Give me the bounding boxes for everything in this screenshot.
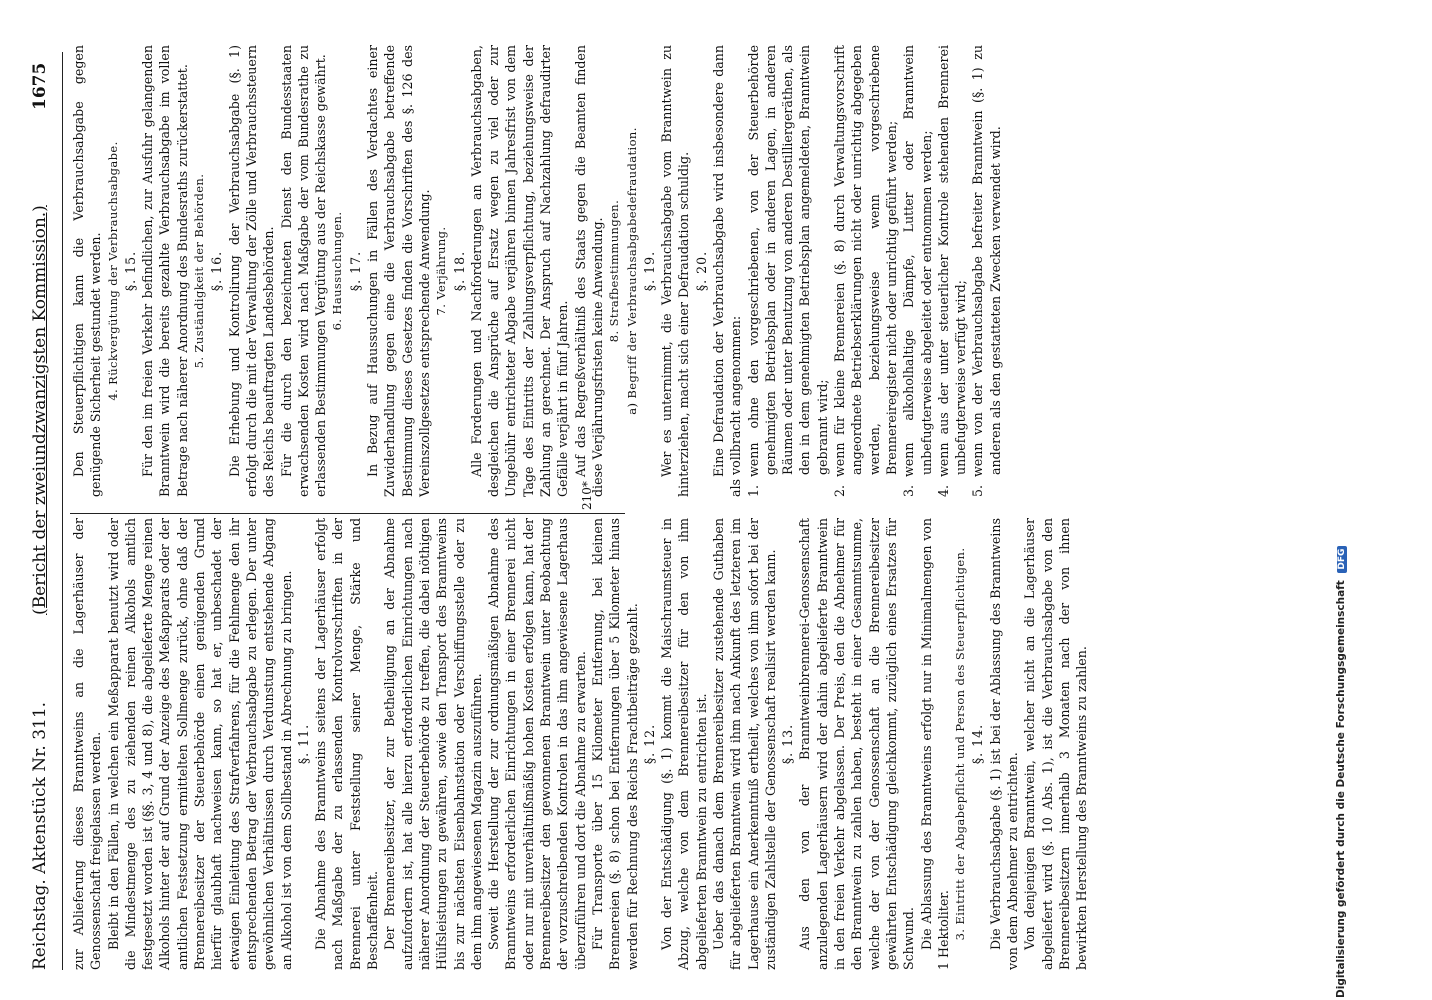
paragraph: Eine Defraudation der Verbrauchsabgabe wird insbesondere dann als vollbracht angenommen: (710, 45, 744, 497)
section-number: §. 18. (451, 250, 467, 292)
list-item-number: 1. (745, 484, 761, 497)
paragraph: In Bezug auf Haussuchungen in Fällen des Verdachtes einer Zuwiderhandlung gegen eine die Verbrauchsabgabe betreffende Bestimmung dieses Gesetzes finden die Vorschriften des §. 126 des Vereinszollgesetzes entsprechende Anwendung. (365, 45, 432, 497)
section-number: §. 14. (970, 723, 986, 765)
paragraph: Von der Entschädigung (§. 1) kommt die Maischraumsteuer in Abzug, welche von dem Brennereibesitzer für den von ihm abgelieferten Branntwein zu entrichten ist. (659, 518, 709, 970)
paragraph: Ueber das danach dem Brennereibesitzer zustehende Guthaben für abgelieferten Branntwein wird ihm nach Ankunft des letzteren im Lagerhause ein Anerkenntniß ertheilt, welches von ihm sofort bei der zuständigen Zahlstelle der Genossenschaft realisirt werden kann. (710, 518, 778, 970)
section-number: §. 16. (209, 250, 225, 292)
section-heading: 7. Verjährung. (434, 226, 449, 316)
paragraph: Bleibt in den Fällen, in welchen ein Meßapparat benutzt wird oder die Mindestmenge des zu ziehenden reinen Alkohols amtlich festgesetzt worden ist (§§. 3, 4 und 8), die abgelieferte Menge reinen Alkohols hinter der auf Grund der Anzeige des Meßapparats oder der amtlichen Festsetzung ermittelten Sollmenge zurück, ohne daß der Brennereibesitzer der Steuerbehörde einen genügenden Grund hierfür glaubhaft nachweisen kann, so hat er, unbeschadet der etwaigen Einleitung des Strafverfahrens, für die Fehlmenge den ihr entsprechenden Betrag der Verbrauchsabgabe zu erlegen. Der unter gewöhnlichen Verhältnissen durch Verdunstung entstehende Abgang an Alkohol ist von dem Sollbestand in Abrechnung zu bringen. (105, 518, 294, 970)
section-heading: 5. Zuständigkeit der Behörden. (192, 173, 207, 369)
paragraph: Von denjenigen Branntwein, welcher nicht an die Lagerhäuser abgeliefert wird (§. 10 Abs. 1), ist die Verbrauchsabgabe von den Brennereibesitzern innerhalb 3 Monaten nach der von ihnen bewirkten Herstellung des Branntweins zu zahlen. (1022, 518, 1090, 970)
section-number: §. 20. (693, 250, 709, 292)
section-heading: 3. Eintritt der Abgabepflicht und Person des Steuerpflichtigen. (953, 547, 968, 941)
list-item-text: wenn für kleine Brennereien (§. 8) durch Verwaltungsvorschrift angeordnete Betriebserklärungen nicht oder unrichtig abgegeben werden, beziehungsweise wenn vorgeschriebene Brennereiregister nicht oder unrichtig geführt werden; (832, 45, 899, 477)
list-item-text: wenn aus der unter steuerlicher Kontrole stehenden Brennerei unbefugterweise verfügt wird; (935, 45, 969, 477)
paragraph: Für den im freien Verkehr befindlichen, zur Ausfuhr gelangenden Branntwein wird die bereits gezahlte Verbrauchsabgabe im vollen Betrage nach näherer Anordnung des Bundesraths zurückerstattet. (140, 45, 190, 497)
paragraph: Die Verbrauchsabgabe (§. 1) ist bei der Ablassung des Branntweins von dem Abnehmer zu entrichten. (987, 518, 1021, 970)
list-item-number: 2. (832, 484, 848, 497)
paragraph: Der Brennereibesitzer, der zur Betheiligung an der Abnahme aufzufordern ist, hat alle hierzu erforderlichen Einrichtungen nach näherer Anordnung der Steuerbehörde zu treffen, die dabei nöthigen Hülfsleistungen zu gewähren, sowie den Transport des Branntweins bis zur nächsten Eisenbahnstation oder Verschiffungsstelle oder zu dem ihm angewiesenen Magazin auszuführen. (382, 518, 484, 970)
list-item (745, 45, 831, 497)
list-item (935, 45, 970, 497)
signature-mark: 210* (580, 481, 594, 510)
paragraph: Wer es unternimmt, die Verbrauchsabgabe vom Branntwein zu hinterziehen, macht sich einer Defraudation schuldig. (659, 45, 692, 497)
list-item (969, 45, 1004, 497)
paragraph: Für Transporte über 15 Kilometer Entfernung, bei kleinen Brennereien (§. 8) schon bei Entfernungen über 5 Kilometer hinaus werden für Rechnung des Reichs Frachtbeiträge gezahlt. (589, 518, 640, 970)
section-heading: 4. Rückvergütung der Verbrauchsabgabe. (105, 141, 120, 401)
section-heading: 6. Haussuchungen. (330, 211, 345, 331)
list-item-number: 5. (970, 484, 986, 497)
section-number: §. 13. (780, 723, 796, 765)
page-number: 1675 (30, 62, 50, 110)
digitization-note (1335, 546, 1347, 998)
section-heading: a) Begriff der Verbrauchsabgabedefraudation. (624, 127, 639, 415)
section-number: §. 17. (347, 250, 363, 292)
section-heading: 8. Strafbestimmungen. (607, 199, 622, 343)
header-title: Reichstag. Aktenstück Nr. 311. (30, 701, 50, 970)
list-item-number: 4. (935, 484, 951, 497)
running-header (30, 62, 56, 970)
section-number: §. 15. (122, 250, 138, 292)
text-column-left (70, 518, 1090, 970)
paragraph: Soweit die Herstellung der zur ordnungsmäßigen Abnahme des Branntweins erforderlichen Einrichtungen in einer Brennerei nicht oder nur mit unverhältnißmäßig hohen Kosten erfolgen kann, hat der Brennereibesitzer den gewonnenen Branntwein unter Beobachtung der vorzuschreibenden Kontrolen in das ihm angewiesene Lagerhaus überzuführen und dort die Abnahme zu erwarten. (486, 518, 588, 970)
paragraph: Auf das Regreßverhältniß des Staats gegen die Beamten finden diese Verjährungsfristen keine Anwendung. (572, 45, 605, 497)
section-number: §. 11. (295, 723, 311, 765)
list-item-text: wenn alkoholhaltige Dämpfe, Lutter oder Branntwein unbefugterweise abgeleitet oder entnommen werden; (901, 45, 934, 477)
text-column-right (70, 45, 1003, 497)
header-commission: (Bericht der zweiundzwanzigsten Kommission.) (30, 205, 50, 615)
list-item-text: wenn von der Verbrauchsabgabe befreiter Branntwein (§. 1) zu anderen als den gestatteten Zwecken verwendet wird. (970, 45, 1003, 477)
section-number: §. 19. (641, 250, 657, 292)
paragraph: Alle Forderungen und Nachforderungen an Verbrauchsabgaben, desgleichen die Ansprüche auf Ersatz wegen zu viel oder zur Ungebühr entrichteter Abgabe verjähren binnen Jahresfrist von dem Tage des Eintritts der Zahlungsverpflichtung, beziehungsweise der Zahlung an gerechnet. Der Anspruch auf Nachzahlung defraudirter Gefälle verjährt in fünf Jahren. (468, 45, 571, 497)
list-item-number: 3. (901, 484, 917, 497)
digitization-text: Digitalisierung gefördert durch die Deutsche Forschungsgemeinschaft (1335, 580, 1347, 998)
list-item-text: wenn ohne den vorgeschriebenen, von der Steuerbehörde genehmigten Betriebsplan oder in anderen Lagen, in anderen Räumen oder unter Benutzung von anderen Destilliergeräthen, als den in dem genehmigten Betriebsplan angemeldeten, Branntwein gebrannt wird; (745, 45, 830, 477)
list-item (831, 45, 900, 497)
paragraph: Für die durch den bezeichneten Dienst den Bundesstaaten erwachsenden Kosten wird nach Maßgabe der vom Bundesrathe zu erlassenden Bestimmungen Vergütung aus der Reichskasse gewährt. (278, 45, 329, 497)
header-rule (62, 52, 63, 970)
paragraph: Die Ablassung des Branntweins erfolgt nur in Minimalmengen von 1 Hektoliter. (918, 518, 951, 970)
section-number: §. 12. (641, 723, 657, 765)
paragraph: zur Ablieferung dieses Branntweins an die Lagerhäuser der Genossenschaft freigelassen werden. (71, 518, 104, 970)
paragraph: Die Erhebung und Kontrolirung der Verbrauchsabgabe (§. 1) erfolgt durch die mit der Verwaltung der Zölle und Verbrauchssteuern des Reichs beauftragten Landesbehörden. (226, 45, 277, 497)
column-divider (70, 513, 625, 514)
paragraph: Aus den von der Branntweinbrennerei-Genossenschaft anzulegenden Lagerhäusern wird der dahin abgelieferte Branntwein in den freien Verkehr abgelassen. Der Preis, den die Abnehmer für den Branntwein zu zahlen haben, besteht in einer Gesammtsumme, welche der von der Genossenschaft an die Brennereibesitzer gewährten Entschädigung gleichkommt, zuzüglich eines Ersatzes für Schwund. (797, 518, 917, 970)
list-item (900, 45, 935, 497)
paragraph: Die Abnahme des Branntweins seitens der Lagerhäuser erfolgt nach Maßgabe der zu erlassenden Kontrolvorschriften in der Brennerei unter Feststellung seiner Menge, Stärke und Beschaffenheit. (313, 518, 381, 970)
paragraph: Den Steuerpflichtigen kann die Verbrauchsabgabe gegen genügende Sicherheit gestundet werden. (71, 45, 104, 497)
dfg-logo: DFG (1337, 546, 1347, 573)
